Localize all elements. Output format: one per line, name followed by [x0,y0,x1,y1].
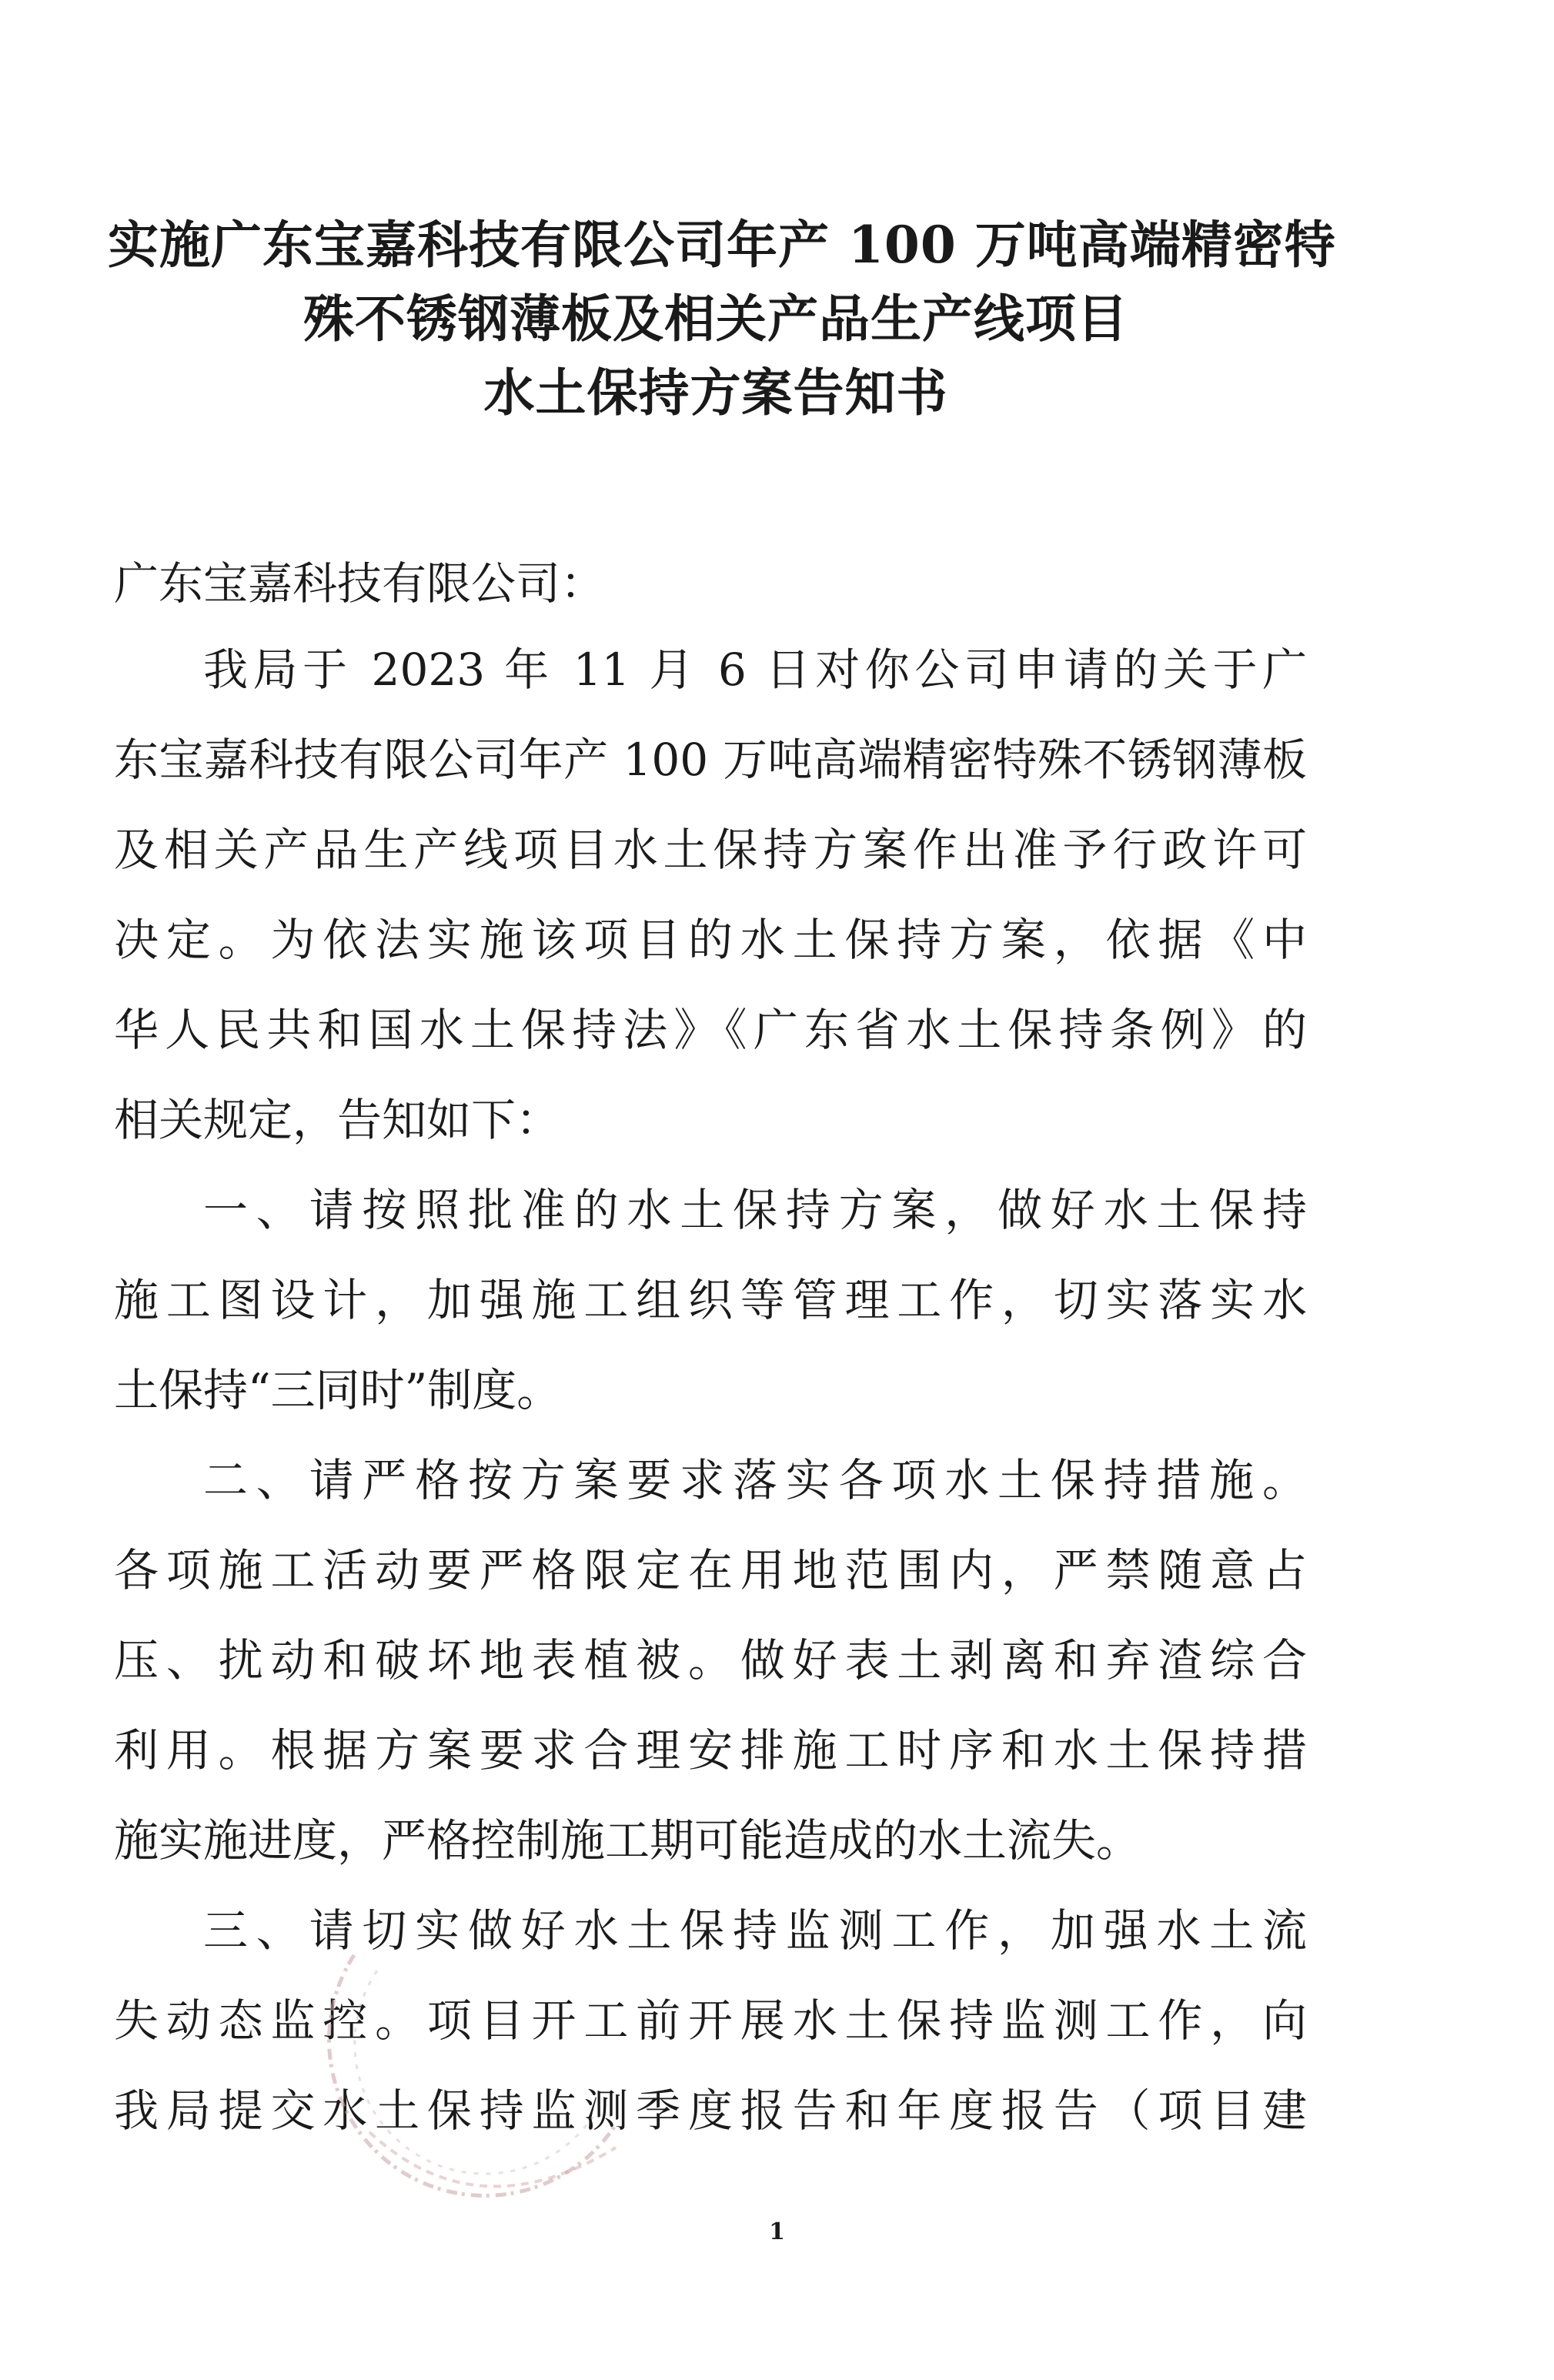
title-line-2: 殊不锈钢薄板及相关产品生产线项目 [303,289,1128,349]
title-line-1: 实施广东宝嘉科技有限公司年产 100 万吨高端精密特 [108,215,1336,275]
salutation: 广东宝嘉科技有限公司： [114,557,606,610]
paragraph-1-line-6: 相关规定，告知如下： [114,1094,561,1146]
item-2-line-4: 利用。根据方案要求合理安排施工时序和水土保持措 [114,1724,1307,1777]
official-seal-image [323,1940,647,2217]
item-2-line-2: 各项施工活动要严格限定在用地范围内，严禁随意占 [114,1544,1307,1596]
item-3-line-3: 我局提交水土保持监测季度报告和年度报告（项目建 [114,2084,1307,2137]
paragraph-1-line-3: 及相关产品生产线项目水土保持方案作出准予行政许可 [114,824,1307,876]
page-number: 1 [769,2218,785,2245]
item-1-line-2: 施工图设计，加强施工组织等管理工作，切实落实水 [114,1274,1307,1326]
seal-arc-bottom [369,2132,616,2186]
item-2-line-3: 压、扰动和破坏地表植被。做好表土剥离和弃渣综合 [114,1634,1307,1686]
document-title [108,208,1336,430]
item-2-line-1: 二、请严格按方案要求落实各项水土保持措施。 [203,1454,1307,1506]
paragraph-1-line-2: 东宝嘉科技有限公司年产 100 万吨高端精密特殊不锈钢薄板 [114,734,1307,786]
seal-arc-outer [329,1955,616,2195]
item-1-line-1: 一、请按照批准的水土保持方案，做好水土保持 [203,1184,1307,1236]
paragraph-1-line-1: 我局于 2023 年 11 月 6 日对你公司申请的关于广 [203,643,1307,696]
item-3-line-1: 三、请切实做好水土保持监测工作，加强水土流 [203,1904,1307,1957]
paragraph-1-line-5: 华人民共和国水土保持法》《广东省水土保持条例》的 [114,1004,1307,1056]
item-1-line-3: 土保持“三同时”制度。 [114,1364,562,1416]
item-2-line-5: 施实施进度，严格控制施工期可能造成的水土流失。 [114,1814,1141,1867]
body-text [114,639,1307,2170]
item-3-line-2: 失动态监控。项目开工前开展水土保持监测工作，向 [114,1994,1307,2047]
paragraph-1-line-4: 决定。为依法实施该项目的水土保持方案，依据《中 [114,914,1307,966]
title-line-3: 水土保持方案告知书 [483,363,948,423]
seal-arc-inner [355,1971,593,2174]
